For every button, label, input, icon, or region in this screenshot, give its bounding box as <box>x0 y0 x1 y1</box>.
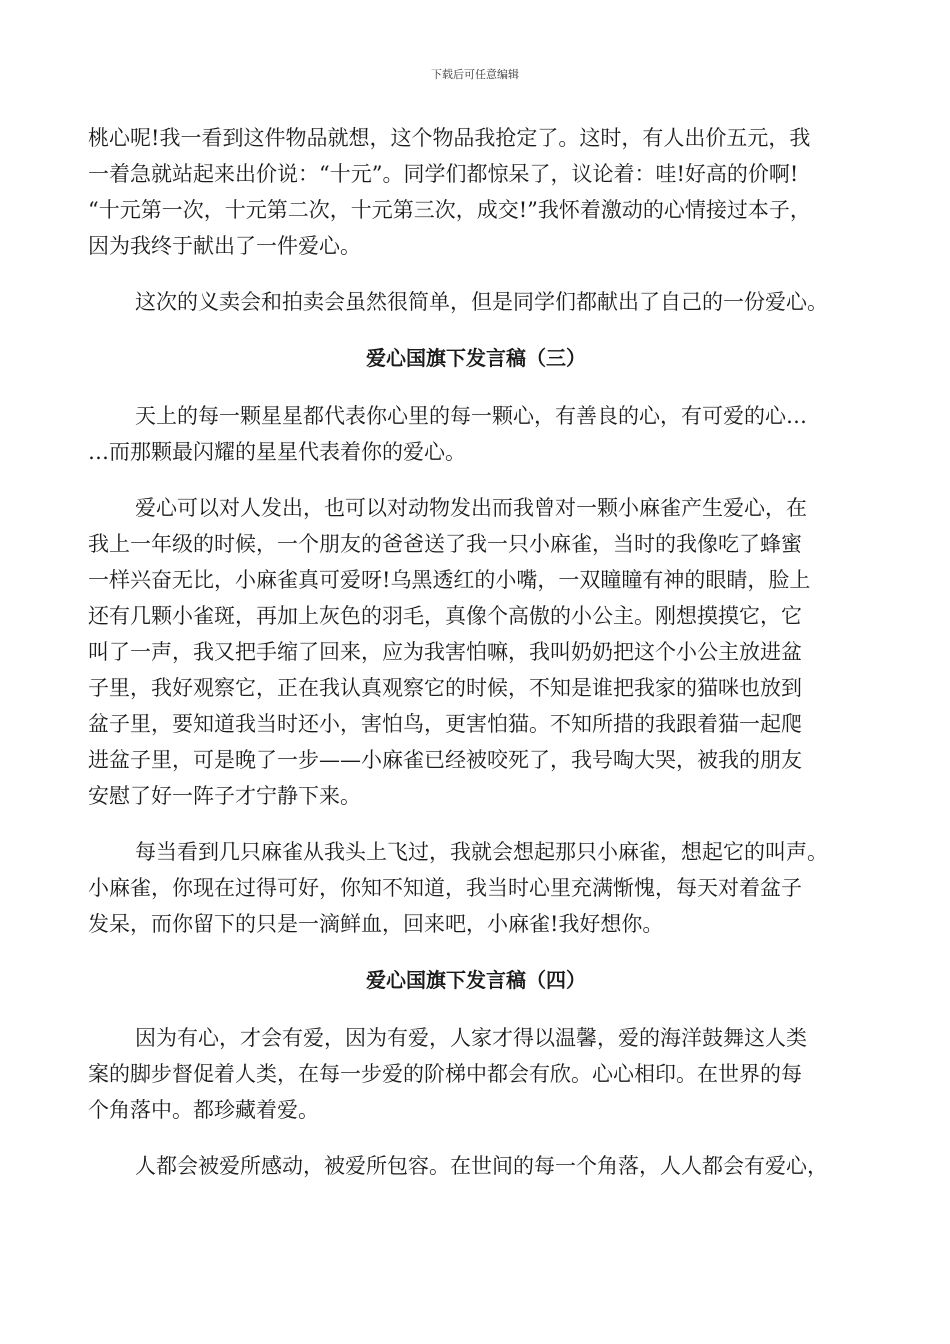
text-line: 这次的义卖会和拍卖会虽然很简单，但是同学们都献出了自己的一份爱心。 <box>135 290 828 314</box>
section-title-three: 爱心国旗下发言稿（三） <box>366 346 586 370</box>
text-line: 盆子里，要知道我当时还小，害怕鸟，更害怕猫。不知所措的我跟着猫一起爬 <box>88 712 802 736</box>
text-line: 还有几颗小雀斑，再加上灰色的羽毛，真像个高傲的小公主。刚想摸摸它，它 <box>88 604 802 628</box>
text-line: 叫了一声，我又把手缩了回来，应为我害怕嘛，我叫奶奶把这个小公主放进盆 <box>88 640 802 664</box>
text-line: 个角落中。都珍藏着爱。 <box>88 1098 319 1122</box>
text-line: “十元第一次，十元第二次，十元第三次，成交!”我怀着激动的心情接过本子， <box>88 198 811 222</box>
text-line: 因为我终于献出了一件爱心。 <box>88 234 361 258</box>
paragraph-love-heart <box>88 1020 864 1128</box>
text-line: 因为有心，才会有爱，因为有爱，人家才得以温馨，爱的海洋鼓舞这人类 <box>135 1026 807 1050</box>
text-line: 一着急就站起来出价说：“十元”。同学们都惊呆了，议论着：哇!好高的价啊! <box>88 162 799 186</box>
text-line: 安慰了好一阵子才宁静下来。 <box>88 784 361 808</box>
text-line: 子里，我好观察它，正在我认真观察它的时候，不知是谁把我家的猫咪也放到 <box>88 676 802 700</box>
paragraph-moved-by-love <box>88 1148 864 1184</box>
text-line: 案的脚步督促着人类，在每一步爱的阶梯中都会有欣。心心相印。在世界的每 <box>88 1062 802 1086</box>
text-line: 进盆子里，可是晚了一步——小麻雀已经被咬死了，我号啕大哭，被我的朋友 <box>88 748 802 772</box>
paragraph-sparrow-story <box>88 490 864 814</box>
paragraph-auction <box>88 120 864 264</box>
document-body <box>88 120 864 1204</box>
paragraph-memory <box>88 834 864 942</box>
page-header: 下载后可任意编辑 <box>431 68 519 81</box>
text-line: 天上的每一颗星星都代表你心里的每一颗心，有善良的心，有可爱的心… <box>135 404 807 428</box>
text-line: 人都会被爱所感动，被爱所包容。在世间的每一个角落，人人都会有爱心， <box>135 1154 828 1178</box>
text-line: 每当看到几只麻雀从我头上飞过，我就会想起那只小麻雀，想起它的叫声。 <box>135 840 828 864</box>
text-line: 发呆，而你留下的只是一滴鲜血，回来吧，小麻雀!我好想你。 <box>88 912 664 936</box>
paragraph-stars <box>88 398 864 470</box>
text-line: 桃心呢!我一看到这件物品就想，这个物品我抢定了。这时，有人出价五元，我 <box>88 126 811 150</box>
text-line: 小麻雀，你现在过得可好，你知不知道，我当时心里充满惭愧，每天对着盆子 <box>88 876 802 900</box>
text-line: 爱心可以对人发出，也可以对动物发出而我曾对一颗小麻雀产生爱心，在 <box>135 496 807 520</box>
text-line: …而那颗最闪耀的星星代表着你的爱心。 <box>88 440 466 464</box>
paragraph-summary <box>88 284 864 320</box>
text-line: 一样兴奋无比，小麻雀真可爱呀!乌黑透红的小嘴，一双瞳瞳有神的眼睛，脸上 <box>88 568 811 592</box>
section-title-four: 爱心国旗下发言稿（四） <box>366 968 586 992</box>
text-line: 我上一年级的时候，一个朋友的爸爸送了我一只小麻雀，当时的我像吃了蜂蜜 <box>88 532 802 556</box>
